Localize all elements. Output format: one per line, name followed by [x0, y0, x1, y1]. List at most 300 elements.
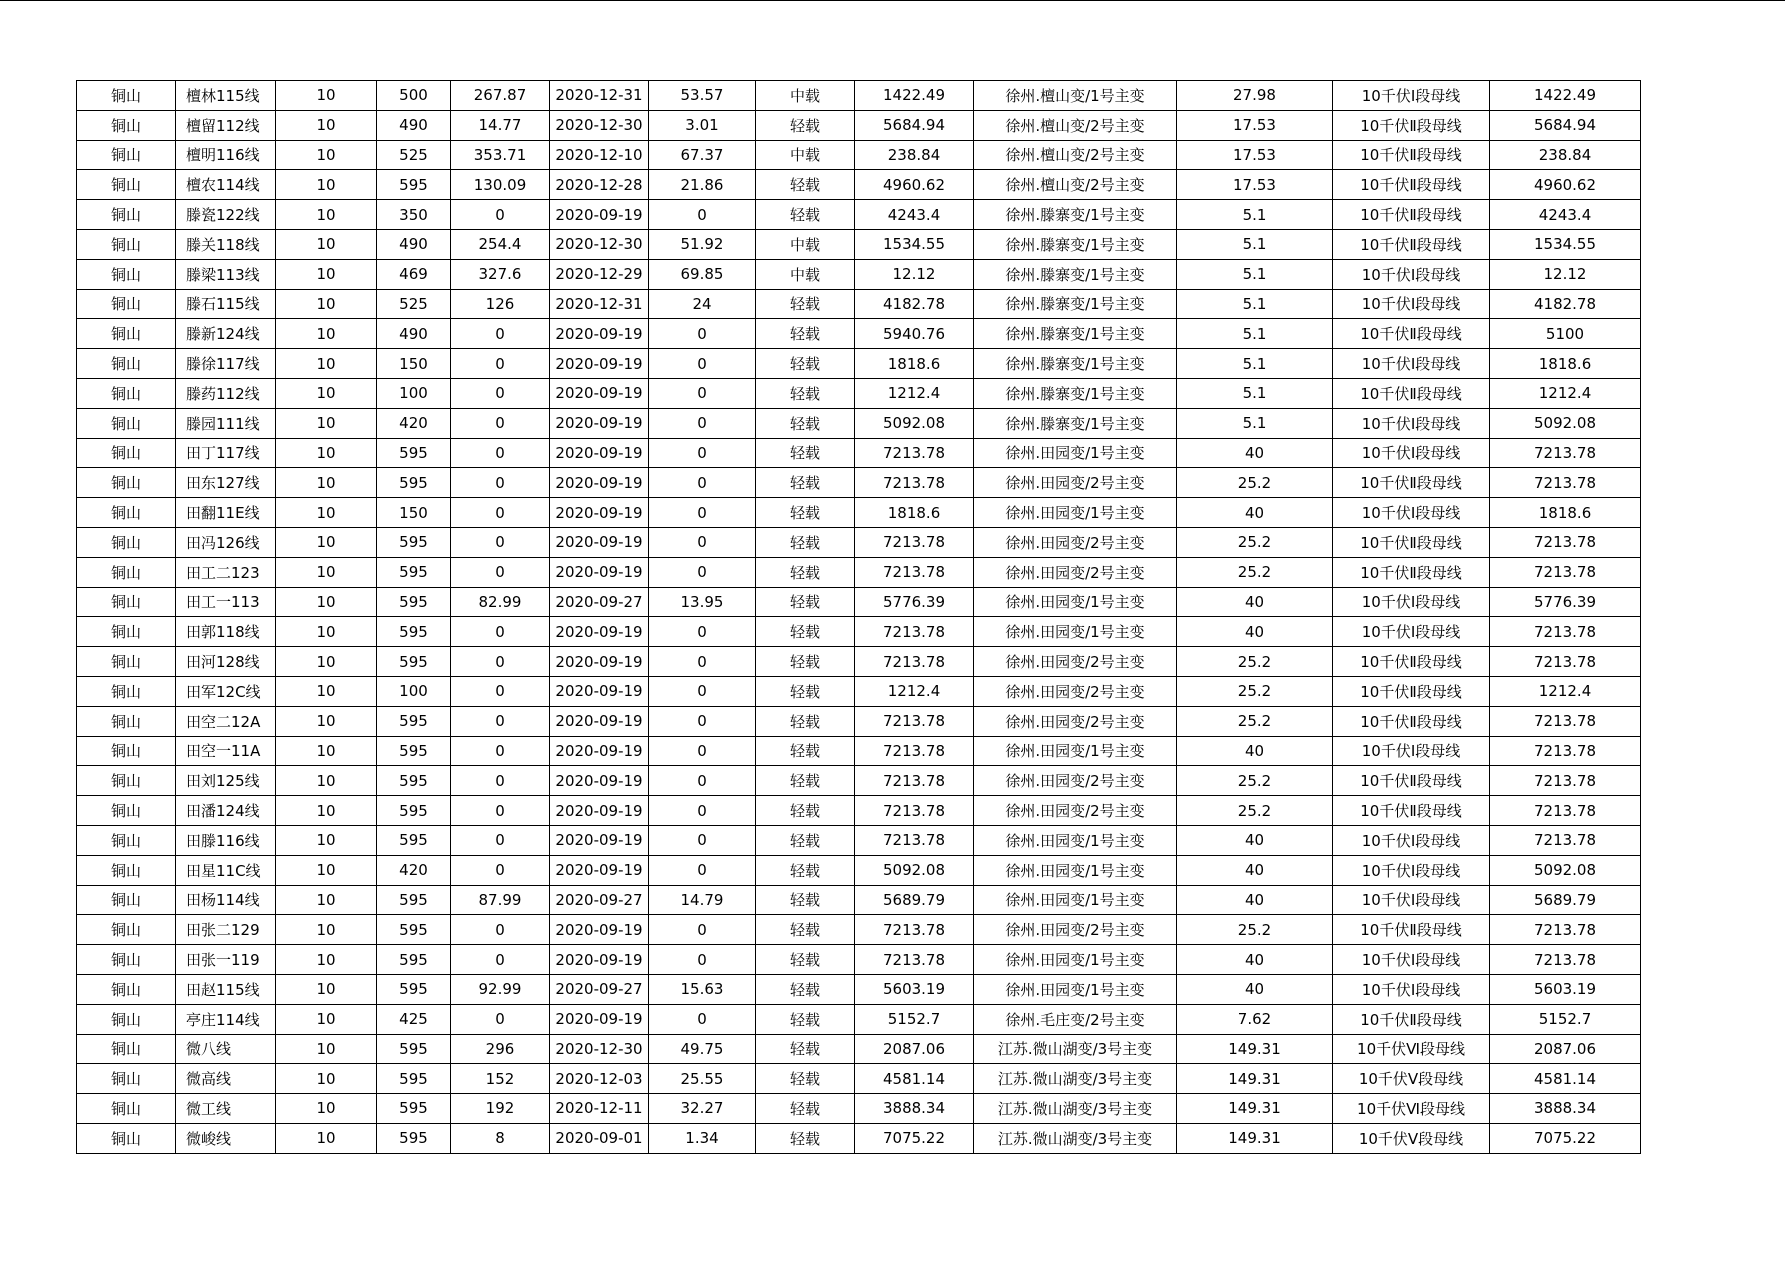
cell-bus: 10千伏Ⅱ段母线	[1333, 170, 1490, 200]
cell-status: 中载	[756, 81, 855, 111]
cell-rate: 0	[649, 468, 756, 498]
cell-remaining: 7213.78	[855, 706, 974, 736]
cell-bus: 10千伏Ⅵ段母线	[1333, 1034, 1490, 1064]
cell-county: 铜山	[77, 706, 176, 736]
cell-available: 5100	[1490, 319, 1641, 349]
table-row	[77, 170, 1641, 200]
cell-rate: 21.86	[649, 170, 756, 200]
cell-status: 中载	[756, 259, 855, 289]
cell-load: 267.87	[451, 81, 550, 111]
cell-county: 铜山	[77, 527, 176, 557]
cell-date: 2020-09-19	[550, 825, 649, 855]
cell-line-name: 檀留112线	[176, 110, 276, 140]
cell-rated: 595	[377, 527, 451, 557]
cell-substation: 徐州.滕寨变/1号主变	[974, 200, 1177, 230]
cell-rate: 69.85	[649, 259, 756, 289]
cell-load: 82.99	[451, 587, 550, 617]
cell-available: 5603.19	[1490, 974, 1641, 1004]
cell-rated: 595	[377, 1064, 451, 1094]
cell-county: 铜山	[77, 825, 176, 855]
cell-load: 0	[451, 617, 550, 647]
cell-status: 轻载	[756, 796, 855, 826]
cell-rated: 595	[377, 438, 451, 468]
cell-substation: 徐州.田园变/1号主变	[974, 945, 1177, 975]
table-row	[77, 945, 1641, 975]
cell-line-name: 滕梁113线	[176, 259, 276, 289]
cell-rated: 595	[377, 1034, 451, 1064]
table-row	[77, 1064, 1641, 1094]
cell-remaining: 5092.08	[855, 855, 974, 885]
cell-bus: 10千伏Ⅱ段母线	[1333, 796, 1490, 826]
cell-county: 铜山	[77, 617, 176, 647]
cell-transformer-capacity: 149.31	[1177, 1064, 1333, 1094]
cell-voltage: 10	[276, 706, 377, 736]
table-row	[77, 378, 1641, 408]
cell-transformer-capacity: 40	[1177, 736, 1333, 766]
cell-load: 0	[451, 557, 550, 587]
cell-bus: 10千伏Ⅰ段母线	[1333, 289, 1490, 319]
cell-status: 轻载	[756, 1123, 855, 1153]
cell-county: 铜山	[77, 557, 176, 587]
cell-line-name: 田翻11E线	[176, 498, 276, 528]
cell-line-name: 田工一113	[176, 587, 276, 617]
cell-substation: 徐州.田园变/1号主变	[974, 855, 1177, 885]
cell-load: 192	[451, 1094, 550, 1124]
cell-rate: 0	[649, 527, 756, 557]
cell-available: 1422.49	[1490, 81, 1641, 111]
cell-line-name: 滕园111线	[176, 408, 276, 438]
cell-load: 87.99	[451, 885, 550, 915]
cell-line-name: 田滕116线	[176, 825, 276, 855]
cell-county: 铜山	[77, 736, 176, 766]
cell-substation: 徐州.田园变/2号主变	[974, 915, 1177, 945]
cell-line-name: 田潘124线	[176, 796, 276, 826]
cell-remaining: 7213.78	[855, 945, 974, 975]
cell-voltage: 10	[276, 676, 377, 706]
table-row	[77, 706, 1641, 736]
cell-voltage: 10	[276, 974, 377, 1004]
cell-status: 轻载	[756, 587, 855, 617]
cell-load: 0	[451, 706, 550, 736]
cell-county: 铜山	[77, 587, 176, 617]
cell-status: 轻载	[756, 349, 855, 379]
cell-remaining: 7213.78	[855, 557, 974, 587]
cell-date: 2020-12-30	[550, 110, 649, 140]
cell-remaining: 5603.19	[855, 974, 974, 1004]
cell-date: 2020-12-28	[550, 170, 649, 200]
cell-transformer-capacity: 25.2	[1177, 647, 1333, 677]
table-row	[77, 259, 1641, 289]
cell-status: 中载	[756, 140, 855, 170]
cell-remaining: 1212.4	[855, 676, 974, 706]
cell-substation: 徐州.田园变/1号主变	[974, 974, 1177, 1004]
cell-load: 0	[451, 468, 550, 498]
cell-county: 铜山	[77, 170, 176, 200]
cell-remaining: 4960.62	[855, 170, 974, 200]
cell-bus: 10千伏Ⅰ段母线	[1333, 617, 1490, 647]
cell-rated: 595	[377, 974, 451, 1004]
cell-transformer-capacity: 5.1	[1177, 229, 1333, 259]
cell-rate: 15.63	[649, 974, 756, 1004]
cell-substation: 徐州.田园变/2号主变	[974, 527, 1177, 557]
cell-bus: 10千伏Ⅱ段母线	[1333, 140, 1490, 170]
table-row	[77, 676, 1641, 706]
cell-substation: 徐州.檀山变/2号主变	[974, 110, 1177, 140]
cell-status: 轻载	[756, 945, 855, 975]
cell-status: 轻载	[756, 766, 855, 796]
cell-rate: 0	[649, 408, 756, 438]
cell-remaining: 3888.34	[855, 1094, 974, 1124]
cell-rated: 595	[377, 945, 451, 975]
cell-status: 轻载	[756, 408, 855, 438]
cell-rate: 0	[649, 1004, 756, 1034]
cell-rated: 469	[377, 259, 451, 289]
cell-status: 轻载	[756, 736, 855, 766]
cell-rate: 49.75	[649, 1034, 756, 1064]
cell-line-name: 田空二12A	[176, 706, 276, 736]
cell-transformer-capacity: 40	[1177, 617, 1333, 647]
cell-available: 1818.6	[1490, 498, 1641, 528]
cell-status: 轻载	[756, 825, 855, 855]
cell-available: 7213.78	[1490, 945, 1641, 975]
cell-date: 2020-09-19	[550, 706, 649, 736]
cell-county: 铜山	[77, 468, 176, 498]
cell-bus: 10千伏Ⅱ段母线	[1333, 378, 1490, 408]
cell-date: 2020-09-19	[550, 647, 649, 677]
cell-transformer-capacity: 7.62	[1177, 1004, 1333, 1034]
cell-substation: 徐州.滕寨变/1号主变	[974, 378, 1177, 408]
cell-substation: 徐州.滕寨变/1号主变	[974, 408, 1177, 438]
table-row	[77, 349, 1641, 379]
cell-load: 0	[451, 527, 550, 557]
cell-line-name: 田空一11A	[176, 736, 276, 766]
cell-status: 轻载	[756, 915, 855, 945]
cell-transformer-capacity: 25.2	[1177, 915, 1333, 945]
cell-status: 轻载	[756, 676, 855, 706]
cell-rate: 3.01	[649, 110, 756, 140]
cell-load: 0	[451, 408, 550, 438]
cell-county: 铜山	[77, 229, 176, 259]
cell-remaining: 1818.6	[855, 498, 974, 528]
cell-remaining: 7213.78	[855, 527, 974, 557]
cell-load: 0	[451, 319, 550, 349]
cell-transformer-capacity: 149.31	[1177, 1094, 1333, 1124]
cell-status: 轻载	[756, 1034, 855, 1064]
cell-rate: 53.57	[649, 81, 756, 111]
cell-transformer-capacity: 17.53	[1177, 110, 1333, 140]
cell-transformer-capacity: 5.1	[1177, 408, 1333, 438]
cell-bus: 10千伏Ⅵ段母线	[1333, 1094, 1490, 1124]
cell-remaining: 1818.6	[855, 349, 974, 379]
cell-remaining: 7213.78	[855, 617, 974, 647]
cell-substation: 徐州.田园变/1号主变	[974, 825, 1177, 855]
cell-substation: 江苏.微山湖变/3号主变	[974, 1123, 1177, 1153]
cell-substation: 徐州.滕寨变/1号主变	[974, 259, 1177, 289]
cell-available: 1212.4	[1490, 676, 1641, 706]
cell-date: 2020-09-19	[550, 945, 649, 975]
cell-rated: 595	[377, 1123, 451, 1153]
table-row	[77, 647, 1641, 677]
cell-date: 2020-09-19	[550, 319, 649, 349]
cell-county: 铜山	[77, 945, 176, 975]
cell-available: 1212.4	[1490, 378, 1641, 408]
cell-bus: 10千伏Ⅰ段母线	[1333, 736, 1490, 766]
cell-rate: 0	[649, 855, 756, 885]
cell-substation: 徐州.檀山变/1号主变	[974, 81, 1177, 111]
cell-status: 轻载	[756, 1004, 855, 1034]
cell-remaining: 7213.78	[855, 825, 974, 855]
cell-bus: 10千伏Ⅱ段母线	[1333, 200, 1490, 230]
cell-transformer-capacity: 149.31	[1177, 1123, 1333, 1153]
cell-status: 轻载	[756, 974, 855, 1004]
cell-bus: 10千伏Ⅱ段母线	[1333, 110, 1490, 140]
cell-transformer-capacity: 40	[1177, 855, 1333, 885]
cell-date: 2020-09-19	[550, 498, 649, 528]
cell-county: 铜山	[77, 1064, 176, 1094]
cell-transformer-capacity: 40	[1177, 587, 1333, 617]
table-row	[77, 885, 1641, 915]
cell-status: 轻载	[756, 498, 855, 528]
cell-date: 2020-09-19	[550, 438, 649, 468]
cell-voltage: 10	[276, 527, 377, 557]
cell-voltage: 10	[276, 1034, 377, 1064]
table-row	[77, 617, 1641, 647]
cell-available: 5092.08	[1490, 408, 1641, 438]
cell-county: 铜山	[77, 378, 176, 408]
cell-status: 轻载	[756, 557, 855, 587]
cell-line-name: 檀明116线	[176, 140, 276, 170]
cell-load: 8	[451, 1123, 550, 1153]
cell-line-name: 微峻线	[176, 1123, 276, 1153]
cell-available: 4243.4	[1490, 200, 1641, 230]
cell-available: 12.12	[1490, 259, 1641, 289]
cell-remaining: 7213.78	[855, 438, 974, 468]
table-row	[77, 766, 1641, 796]
cell-rate: 0	[649, 945, 756, 975]
cell-status: 轻载	[756, 617, 855, 647]
cell-rated: 595	[377, 885, 451, 915]
cell-line-name: 田张一119	[176, 945, 276, 975]
cell-available: 4182.78	[1490, 289, 1641, 319]
cell-remaining: 7213.78	[855, 915, 974, 945]
cell-substation: 徐州.檀山变/2号主变	[974, 140, 1177, 170]
cell-line-name: 檀林115线	[176, 81, 276, 111]
cell-transformer-capacity: 5.1	[1177, 349, 1333, 379]
cell-voltage: 10	[276, 1004, 377, 1034]
cell-load: 0	[451, 200, 550, 230]
cell-rate: 0	[649, 915, 756, 945]
cell-substation: 徐州.田园变/2号主变	[974, 706, 1177, 736]
cell-transformer-capacity: 149.31	[1177, 1034, 1333, 1064]
cell-transformer-capacity: 17.53	[1177, 140, 1333, 170]
cell-rate: 0	[649, 319, 756, 349]
cell-voltage: 10	[276, 1094, 377, 1124]
cell-rated: 595	[377, 736, 451, 766]
cell-rated: 595	[377, 1094, 451, 1124]
cell-status: 轻载	[756, 1064, 855, 1094]
cell-transformer-capacity: 25.2	[1177, 676, 1333, 706]
cell-remaining: 4182.78	[855, 289, 974, 319]
cell-substation: 徐州.田园变/2号主变	[974, 647, 1177, 677]
cell-date: 2020-12-30	[550, 229, 649, 259]
cell-voltage: 10	[276, 140, 377, 170]
cell-county: 铜山	[77, 1004, 176, 1034]
cell-county: 铜山	[77, 498, 176, 528]
table-row	[77, 557, 1641, 587]
cell-bus: 10千伏Ⅰ段母线	[1333, 349, 1490, 379]
cell-date: 2020-09-19	[550, 349, 649, 379]
cell-line-name: 田赵115线	[176, 974, 276, 1004]
cell-line-name: 檀农114线	[176, 170, 276, 200]
cell-transformer-capacity: 5.1	[1177, 378, 1333, 408]
cell-substation: 徐州.田园变/2号主变	[974, 557, 1177, 587]
cell-substation: 徐州.田园变/1号主变	[974, 587, 1177, 617]
cell-rated: 595	[377, 706, 451, 736]
cell-date: 2020-12-31	[550, 289, 649, 319]
cell-substation: 江苏.微山湖变/3号主变	[974, 1094, 1177, 1124]
cell-voltage: 10	[276, 915, 377, 945]
cell-rate: 24	[649, 289, 756, 319]
cell-date: 2020-09-27	[550, 974, 649, 1004]
cell-rated: 420	[377, 408, 451, 438]
cell-date: 2020-09-19	[550, 796, 649, 826]
cell-status: 轻载	[756, 200, 855, 230]
cell-rate: 0	[649, 349, 756, 379]
cell-rate: 0	[649, 438, 756, 468]
cell-line-name: 田刘125线	[176, 766, 276, 796]
cell-county: 铜山	[77, 319, 176, 349]
cell-bus: 10千伏Ⅱ段母线	[1333, 229, 1490, 259]
cell-rated: 595	[377, 915, 451, 945]
cell-substation: 徐州.田园变/1号主变	[974, 617, 1177, 647]
table-row	[77, 587, 1641, 617]
cell-available: 5092.08	[1490, 855, 1641, 885]
cell-line-name: 田杨114线	[176, 885, 276, 915]
cell-line-name: 田郭118线	[176, 617, 276, 647]
cell-rated: 595	[377, 557, 451, 587]
cell-transformer-capacity: 5.1	[1177, 289, 1333, 319]
cell-voltage: 10	[276, 945, 377, 975]
cell-voltage: 10	[276, 796, 377, 826]
cell-available: 7213.78	[1490, 766, 1641, 796]
table-row	[77, 855, 1641, 885]
table-row	[77, 498, 1641, 528]
cell-rate: 13.95	[649, 587, 756, 617]
cell-date: 2020-09-19	[550, 527, 649, 557]
cell-load: 14.77	[451, 110, 550, 140]
cell-load: 0	[451, 647, 550, 677]
cell-county: 铜山	[77, 289, 176, 319]
cell-status: 轻载	[756, 647, 855, 677]
cell-voltage: 10	[276, 1123, 377, 1153]
cell-date: 2020-09-19	[550, 736, 649, 766]
table-row	[77, 527, 1641, 557]
cell-voltage: 10	[276, 289, 377, 319]
cell-transformer-capacity: 40	[1177, 825, 1333, 855]
cell-remaining: 12.12	[855, 259, 974, 289]
cell-bus: 10千伏Ⅱ段母线	[1333, 706, 1490, 736]
cell-remaining: 7213.78	[855, 468, 974, 498]
cell-bus: 10千伏Ⅱ段母线	[1333, 915, 1490, 945]
cell-bus: 10千伏Ⅰ段母线	[1333, 855, 1490, 885]
table-row	[77, 408, 1641, 438]
cell-remaining: 5152.7	[855, 1004, 974, 1034]
cell-rated: 525	[377, 289, 451, 319]
cell-rated: 490	[377, 110, 451, 140]
table-row	[77, 796, 1641, 826]
cell-county: 铜山	[77, 855, 176, 885]
cell-line-name: 田冯126线	[176, 527, 276, 557]
cell-load: 0	[451, 676, 550, 706]
cell-line-name: 滕徐117线	[176, 349, 276, 379]
cell-available: 7213.78	[1490, 468, 1641, 498]
cell-status: 轻载	[756, 170, 855, 200]
cell-rate: 0	[649, 498, 756, 528]
cell-status: 轻载	[756, 527, 855, 557]
cell-county: 铜山	[77, 796, 176, 826]
cell-available: 7075.22	[1490, 1123, 1641, 1153]
cell-remaining: 1212.4	[855, 378, 974, 408]
cell-line-name: 滕瓷122线	[176, 200, 276, 230]
cell-remaining: 5776.39	[855, 587, 974, 617]
cell-load: 296	[451, 1034, 550, 1064]
cell-date: 2020-12-03	[550, 1064, 649, 1094]
cell-date: 2020-09-19	[550, 766, 649, 796]
cell-line-name: 滕新124线	[176, 319, 276, 349]
cell-date: 2020-12-30	[550, 1034, 649, 1064]
cell-transformer-capacity: 40	[1177, 438, 1333, 468]
cell-voltage: 10	[276, 468, 377, 498]
cell-county: 铜山	[77, 81, 176, 111]
cell-load: 0	[451, 1004, 550, 1034]
cell-remaining: 7213.78	[855, 647, 974, 677]
cell-date: 2020-09-19	[550, 468, 649, 498]
cell-rated: 595	[377, 796, 451, 826]
cell-substation: 江苏.微山湖变/3号主变	[974, 1064, 1177, 1094]
cell-substation: 徐州.田园变/1号主变	[974, 438, 1177, 468]
cell-county: 铜山	[77, 885, 176, 915]
cell-bus: 10千伏Ⅱ段母线	[1333, 557, 1490, 587]
cell-line-name: 田丁117线	[176, 438, 276, 468]
cell-bus: 10千伏Ⅰ段母线	[1333, 587, 1490, 617]
page-top-rule	[0, 0, 1785, 1]
cell-rate: 25.55	[649, 1064, 756, 1094]
cell-transformer-capacity: 25.2	[1177, 766, 1333, 796]
cell-transformer-capacity: 40	[1177, 498, 1333, 528]
cell-bus: 10千伏Ⅰ段母线	[1333, 259, 1490, 289]
table-row	[77, 438, 1641, 468]
cell-bus: 10千伏Ⅱ段母线	[1333, 1004, 1490, 1034]
cell-transformer-capacity: 5.1	[1177, 200, 1333, 230]
cell-date: 2020-12-29	[550, 259, 649, 289]
cell-substation: 徐州.滕寨变/1号主变	[974, 319, 1177, 349]
cell-load: 0	[451, 945, 550, 975]
cell-county: 铜山	[77, 200, 176, 230]
cell-rate: 0	[649, 796, 756, 826]
cell-line-name: 微高线	[176, 1064, 276, 1094]
cell-remaining: 4581.14	[855, 1064, 974, 1094]
cell-rated: 150	[377, 498, 451, 528]
table-row	[77, 1094, 1641, 1124]
cell-load: 92.99	[451, 974, 550, 1004]
cell-substation: 江苏.微山湖变/3号主变	[974, 1034, 1177, 1064]
cell-available: 238.84	[1490, 140, 1641, 170]
cell-voltage: 10	[276, 557, 377, 587]
cell-available: 1818.6	[1490, 349, 1641, 379]
cell-voltage: 10	[276, 170, 377, 200]
cell-substation: 徐州.毛庄变/2号主变	[974, 1004, 1177, 1034]
cell-rate: 0	[649, 617, 756, 647]
